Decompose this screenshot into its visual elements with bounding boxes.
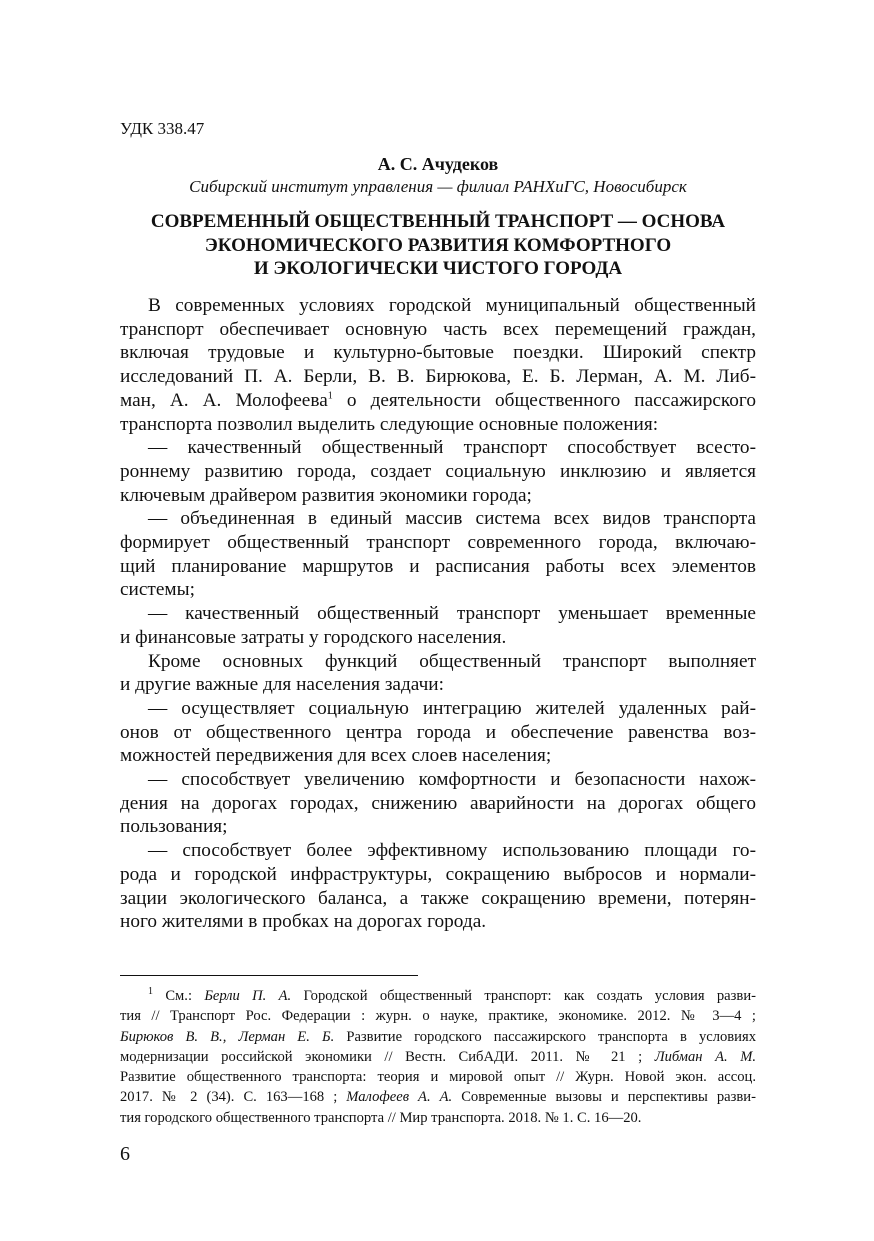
text-fragment: Городской общественный транспорт: как создать условия разви- (291, 988, 756, 1004)
cited-author: Берли П. А. (204, 988, 292, 1004)
footnote-line (120, 1087, 756, 1107)
list-item (120, 436, 756, 507)
text-line: дения на дорогах городах, снижению аварийности на дорогах общего (120, 792, 756, 814)
footnote (120, 986, 756, 1128)
cited-author: Либман А. М. (654, 1048, 757, 1065)
text-line: и другие важные для населения задачи: (120, 674, 444, 696)
text-line: транспорт обеспечивает основную часть всех перемещений граждан, (120, 318, 756, 340)
text-line: формирует общественный транспорт современного города, включаю- (120, 532, 756, 554)
text-fragment: ман, А. А. Молофеева (120, 389, 328, 411)
list-item (120, 697, 756, 768)
footnote-line: тия городского общественного транспорта // Мир транспорта. 2018. № 1. С. 16—20. (120, 1109, 642, 1126)
footnote-line (120, 1027, 756, 1047)
list-item (120, 507, 756, 602)
text-line: исследований П. А. Берли, В. В. Бирюкова, Е. Б. Лерман, А. М. Либ- (120, 366, 756, 388)
text-line: щий планирование маршрутов и расписания работы всех элементов (120, 555, 756, 577)
article-title (120, 210, 756, 281)
text-line: онов от общественного центра города и обеспечение равенства воз- (120, 721, 756, 743)
footnote-mark: 1 (148, 986, 153, 998)
text-line (120, 389, 756, 413)
list-item (120, 839, 756, 934)
footnote-separator (120, 975, 418, 976)
text-line: роннему развитию города, создает социальную инклюзию и является (120, 460, 756, 482)
udk-code: УДК 338.47 (120, 119, 205, 138)
text-line: — способствует увеличению комфортности и безопасности нахож- (148, 769, 756, 791)
text-line: системы; (120, 579, 195, 601)
text-line: — осуществляет социальную интеграцию жителей удаленных рай- (148, 697, 756, 719)
footnote-line (120, 1047, 756, 1067)
author-affiliation: Сибирский институт управления — филиал РАНХиГС, Новосибирск (189, 177, 687, 196)
text-line: ключевым драйвером развития экономики города; (120, 484, 532, 506)
list-item (120, 602, 756, 649)
article-body (120, 294, 756, 934)
text-line: Кроме основных функций общественный транспорт выполняет (148, 650, 756, 672)
text-line: рода и городской инфраструктуры, сокращению выбросов и нормали- (120, 863, 756, 885)
page-number: 6 (120, 1143, 130, 1165)
text-line: — способствует более эффективному использованию площади го- (148, 840, 756, 862)
text-line: транспорта позволил выделить следующие основные положения: (120, 413, 659, 435)
footnote-reference[interactable]: 1 (327, 390, 333, 402)
cited-author: Бирюков В. В., Лерман Е. Б. (120, 1028, 335, 1045)
text-line: и финансовые затраты у городского населения. (120, 626, 507, 648)
title-line: СОВРЕМЕННЫЙ ОБЩЕСТВЕННЫЙ ТРАНСПОРТ — ОСНОВА (150, 211, 726, 232)
text-fragment: Развитие городского пассажирского транспорта в условиях (334, 1028, 757, 1045)
text-fragment: См.: (165, 988, 205, 1004)
text-fragment: 2017. № 2 (34). С. 163—168 ; (120, 1089, 347, 1106)
paragraph (120, 650, 756, 697)
text-line: — объединенная в единый массив система всех видов транспорта (148, 508, 756, 530)
text-line: зации экологического баланса, а также сокращению времени, потерян- (120, 887, 756, 909)
text-line: включая трудовые и культурно-бытовые поездки. Широкий спектр (120, 342, 756, 364)
cited-author: Малофеев А. А. (346, 1089, 453, 1106)
author-name: А. С. Ачудеков (377, 154, 499, 174)
text-line: ного жителями в пробках на дорогах города. (120, 911, 487, 933)
text-fragment: о деятельности общественного пассажирского (346, 389, 757, 411)
text-line: В современных условиях городской муниципальный общественный (148, 295, 756, 316)
text-fragment: модернизации российской экономики // Вестн. СибАДИ. 2011. № 21 ; (120, 1048, 655, 1065)
text-fragment: Современные вызовы и перспективы разви- (452, 1089, 756, 1106)
footnote-line: Развитие общественного транспорта: теория и мировой опыт // Журн. Новой экон. ассоц. (120, 1069, 756, 1086)
footnote-line (120, 986, 756, 1006)
text-line: можностей передвижения для всех слоев населения; (120, 745, 552, 767)
text-line: — качественный общественный транспорт уменьшает временные (148, 603, 756, 625)
footnote-line: тия // Транспорт Рос. Федерации : журн. о науке, практике, экономике. 2012. № 3—4 ; (120, 1008, 756, 1025)
text-line: — качественный общественный транспорт способствует всесто- (148, 437, 756, 459)
list-item (120, 768, 756, 839)
paragraph (120, 294, 756, 436)
title-line: И ЭКОЛОГИЧЕСКИ ЧИСТОГО ГОРОДА (253, 258, 623, 279)
text-line: пользования; (120, 816, 228, 838)
title-line: ЭКОНОМИЧЕСКОГО РАЗВИТИЯ КОМФОРТНОГО (204, 234, 672, 256)
